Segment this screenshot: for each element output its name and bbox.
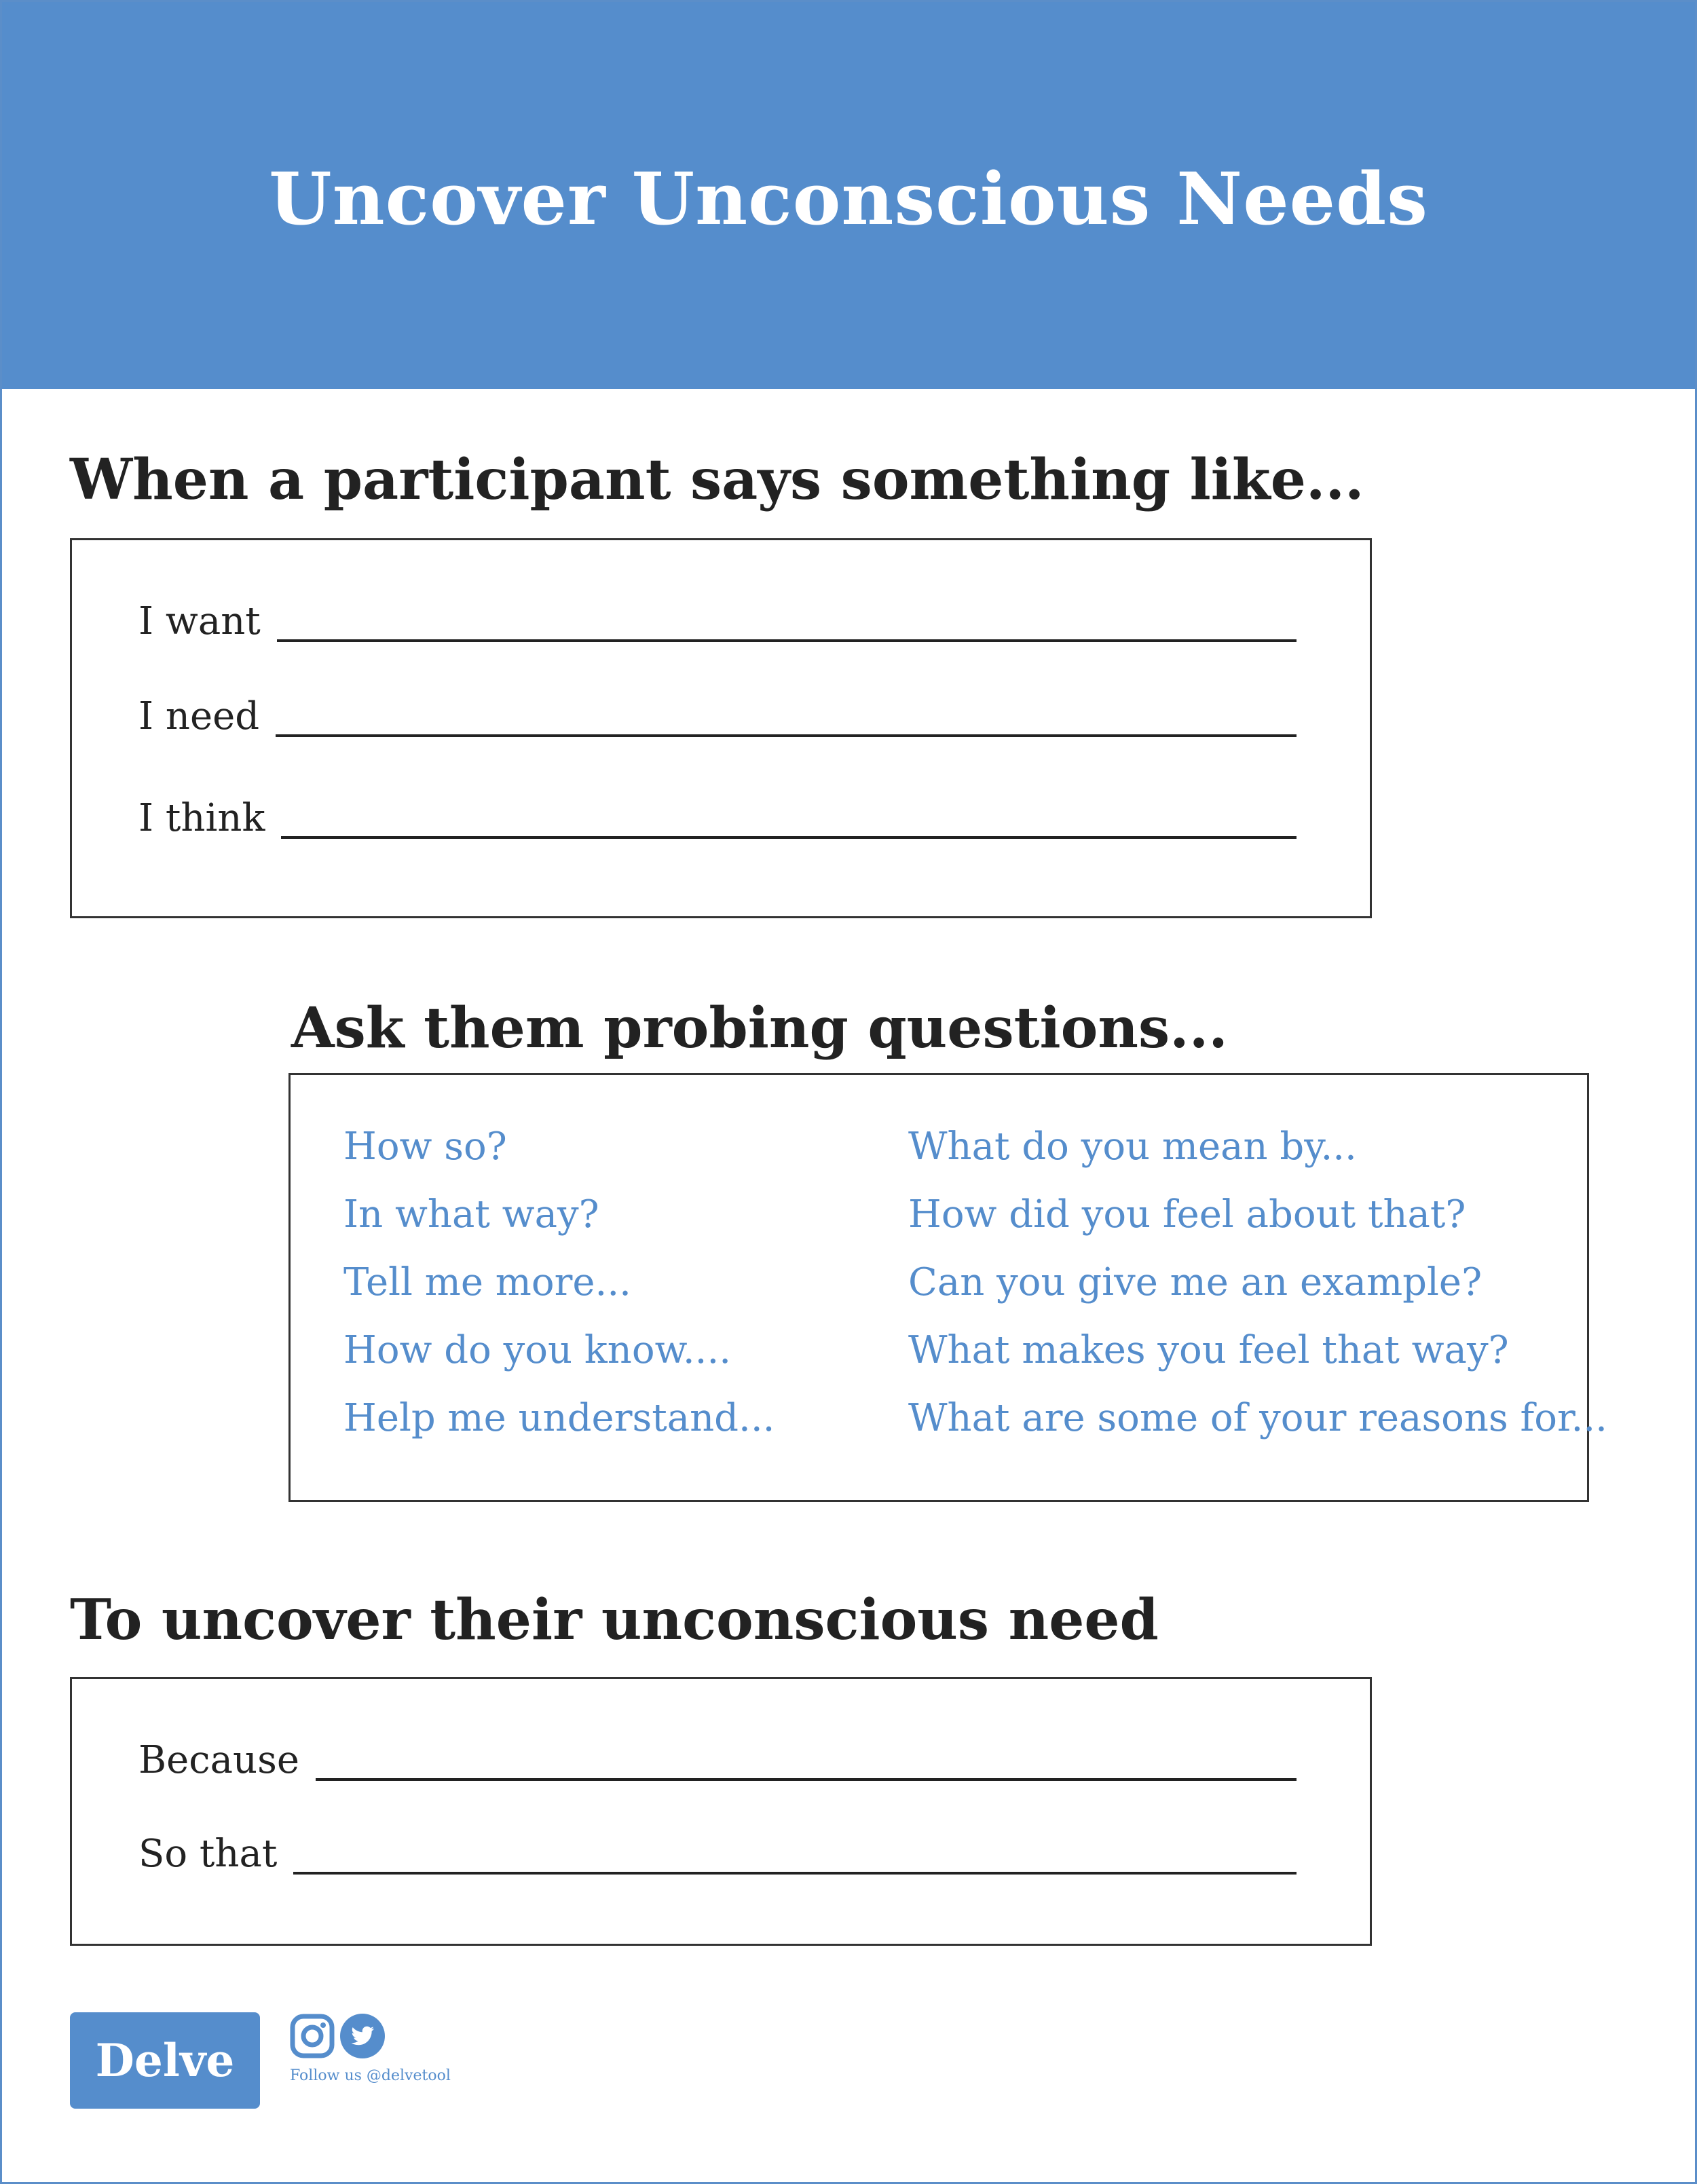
question-item: How so? bbox=[343, 1125, 507, 1169]
question-item: What do you mean by... bbox=[908, 1125, 1357, 1169]
section2-heading: Ask them probing questions... bbox=[291, 996, 1228, 1061]
need-label: So that bbox=[138, 1827, 293, 1881]
question-item: What makes you feel that way? bbox=[908, 1328, 1509, 1372]
statement-row-need bbox=[138, 690, 1297, 744]
need-label: Because bbox=[138, 1733, 316, 1788]
question-item: Tell me more... bbox=[343, 1260, 631, 1304]
question-item: Can you give me an example? bbox=[908, 1260, 1482, 1304]
question-item: How do you know.... bbox=[343, 1328, 732, 1372]
follow-us-text[interactable]: Follow us @delvetool bbox=[290, 2067, 451, 2084]
page-title: Uncover Unconscious Needs bbox=[269, 156, 1428, 241]
statement-row-think bbox=[138, 791, 1297, 846]
need-box bbox=[70, 1677, 1372, 1946]
need-row-because bbox=[138, 1733, 1297, 1788]
statement-box bbox=[70, 538, 1372, 918]
instagram-icon[interactable] bbox=[290, 2014, 335, 2058]
blank-line bbox=[138, 734, 1297, 737]
blank-line bbox=[138, 836, 1297, 839]
question-item: What are some of your reasons for... bbox=[908, 1396, 1607, 1440]
questions-box bbox=[288, 1073, 1607, 1502]
blank-line bbox=[138, 639, 1297, 642]
question-item: How did you feel about that? bbox=[908, 1192, 1466, 1237]
statement-label: I need bbox=[138, 690, 276, 744]
statement-label: I want bbox=[138, 595, 277, 649]
delve-logo: Delve bbox=[70, 2012, 260, 2109]
section1-heading: When a participant says something like... bbox=[70, 447, 1364, 512]
need-row-so-that bbox=[138, 1827, 1297, 1881]
question-item: Help me understand... bbox=[343, 1396, 775, 1440]
section3-heading: To uncover their unconscious need bbox=[70, 1587, 1159, 1653]
twitter-icon[interactable] bbox=[340, 2014, 385, 2058]
statement-row-want bbox=[138, 595, 1297, 649]
header-banner bbox=[2, 2, 1695, 389]
question-item: In what way? bbox=[343, 1192, 599, 1237]
blank-line bbox=[138, 1872, 1297, 1875]
statement-label: I think bbox=[138, 791, 281, 846]
